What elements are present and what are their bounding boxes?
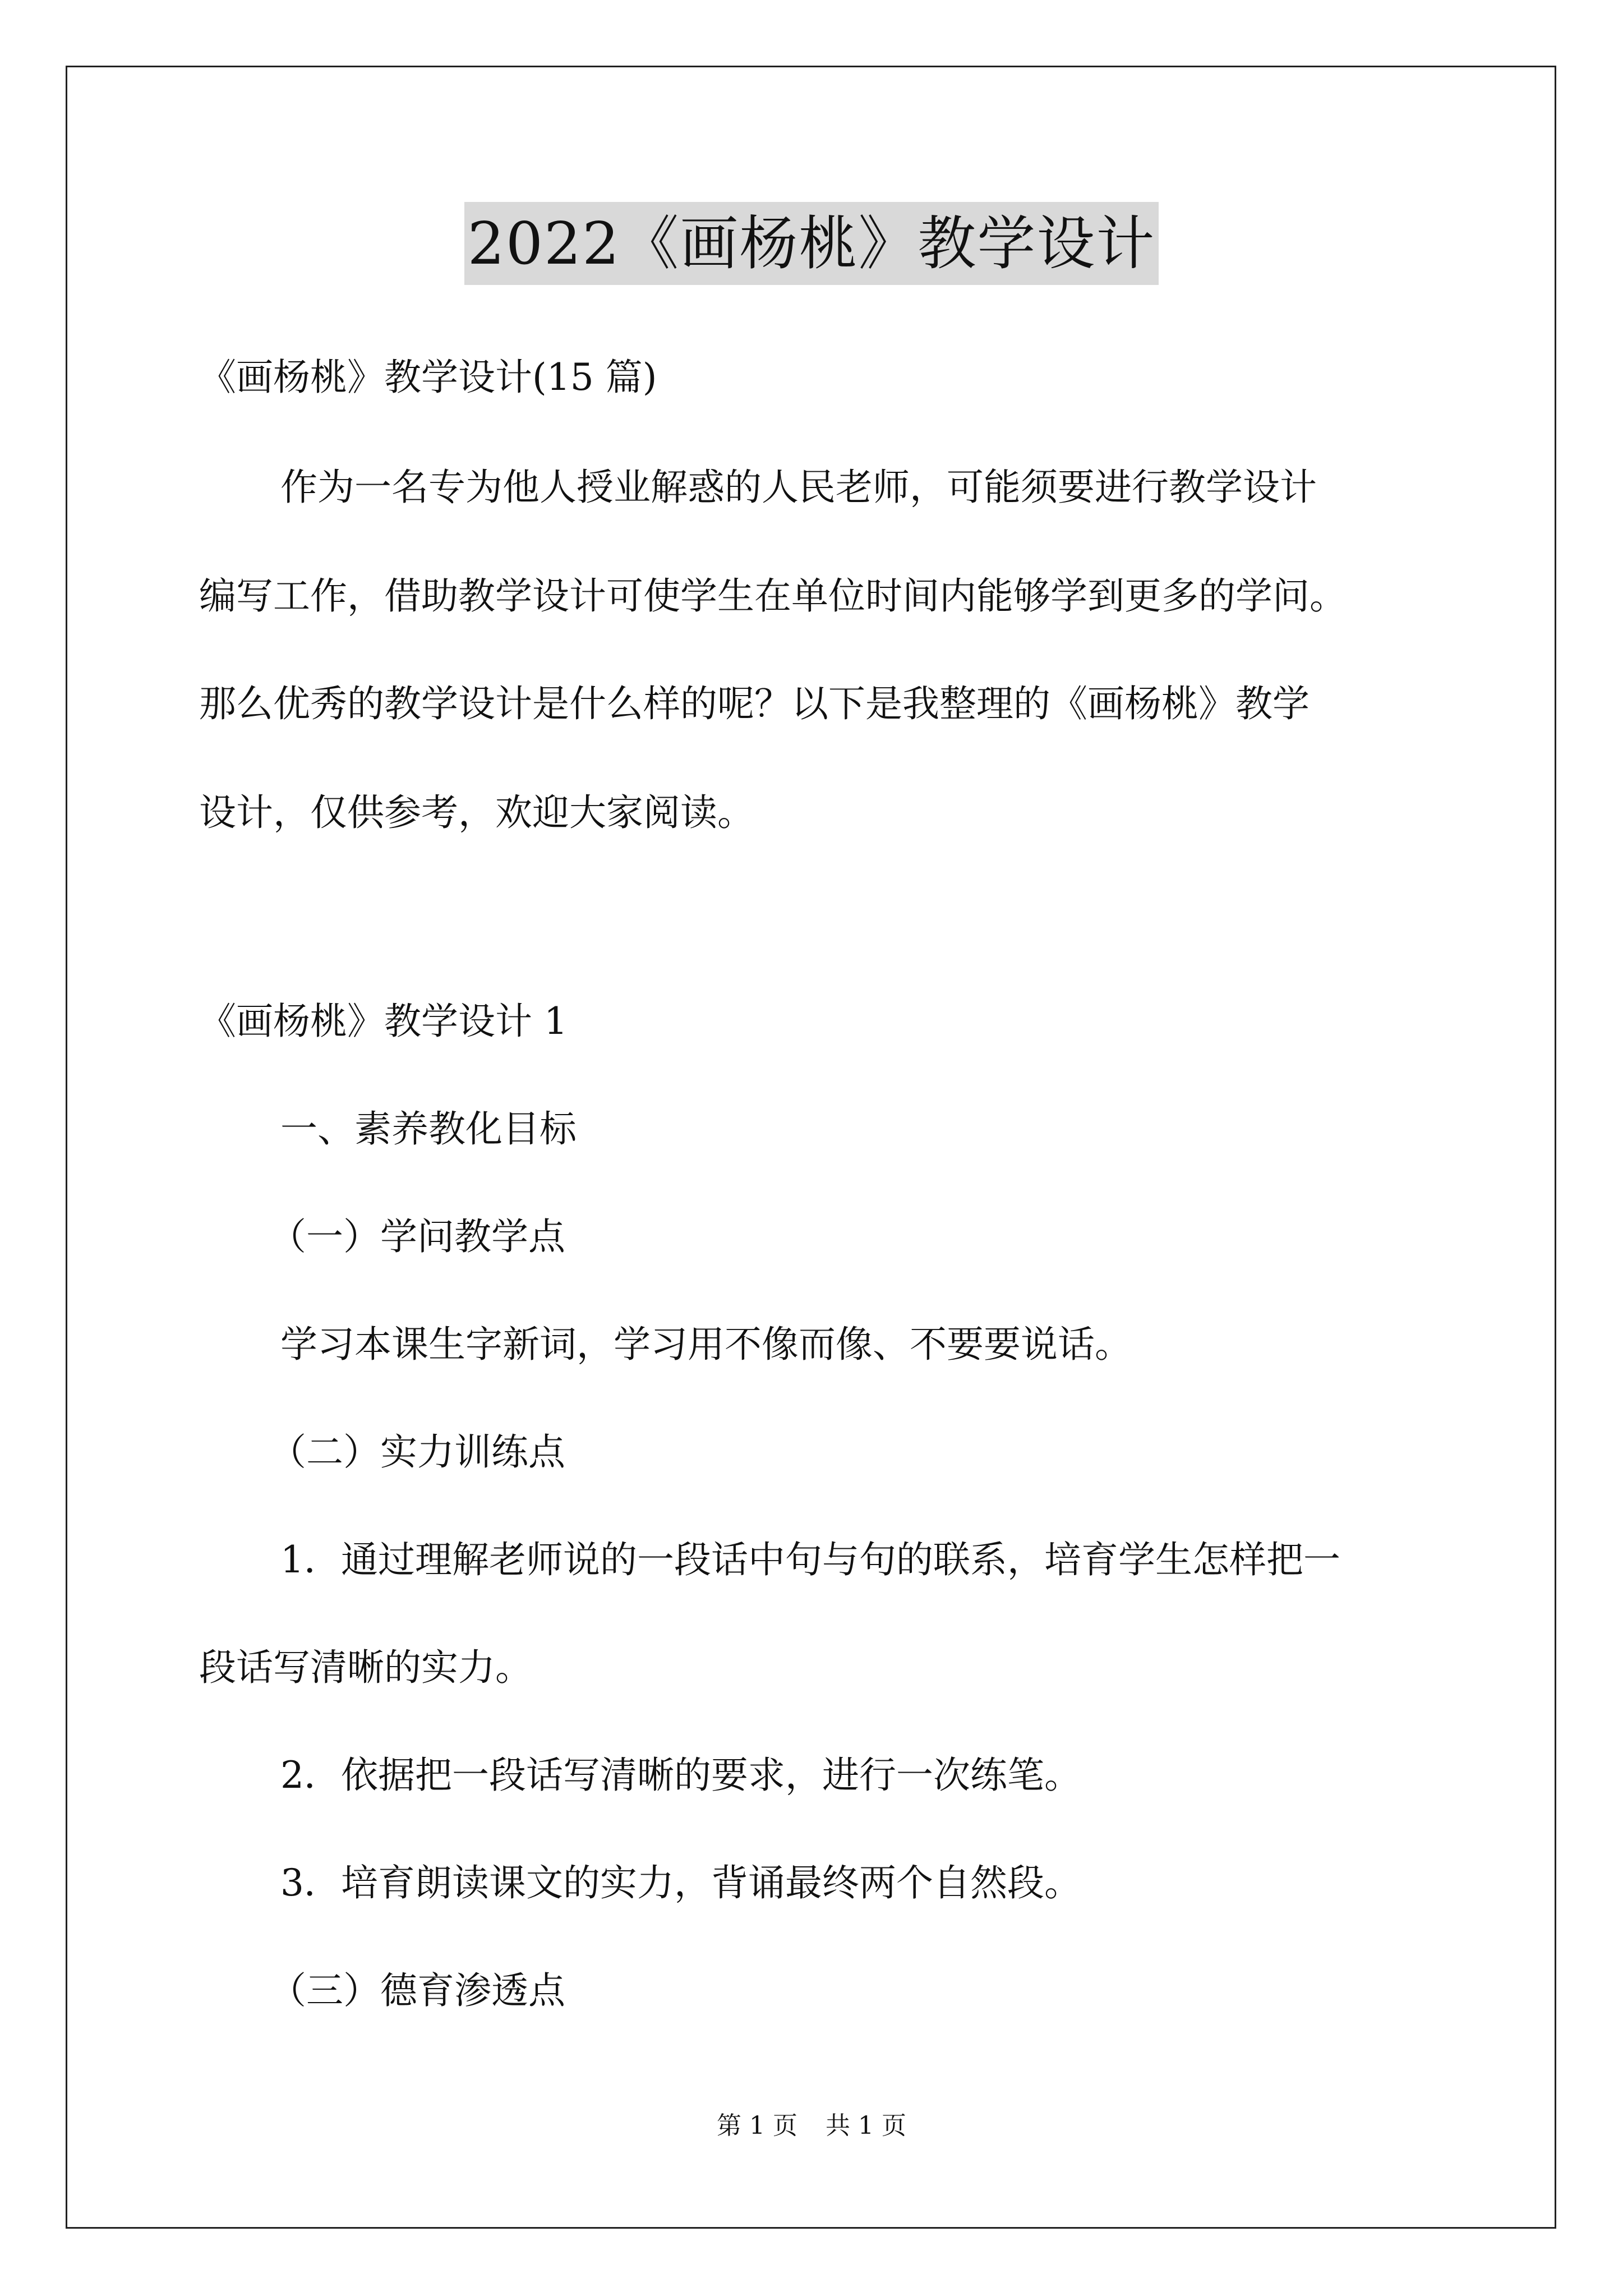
goals-heading: 一、素养教化目标 bbox=[280, 1107, 577, 1151]
intro-line-2: 编写工作，借助教学设计可使学生在单位时间内能够学到更多的学问。 bbox=[199, 574, 1347, 618]
section-heading: 《画杨桃》教学设计 1 bbox=[199, 1000, 568, 1043]
skill-1-line-2: 段话写清晰的实力。 bbox=[199, 1646, 532, 1689]
page-total: 共 1 页 bbox=[826, 2111, 906, 2140]
knowledge-heading: （一）学问教学点 bbox=[269, 1215, 565, 1258]
moral-heading: （三）德育渗透点 bbox=[269, 1969, 565, 2012]
title-container bbox=[0, 202, 1623, 285]
skill-2: 2．依据把一段话写清晰的要求，进行一次练笔。 bbox=[280, 1754, 1081, 1797]
skill-3: 3．培育朗读课文的实力，背诵最终两个自然段。 bbox=[280, 1861, 1081, 1904]
knowledge-text: 学习本课生字新词，学习用不像而像、不要要说话。 bbox=[280, 1323, 1132, 1366]
document-title: 2022《画杨桃》教学设计 bbox=[464, 202, 1159, 285]
skill-heading: （二）实力训练点 bbox=[269, 1430, 565, 1474]
document-subtitle: 《画杨桃》教学设计(15 篇) bbox=[199, 356, 657, 399]
intro-line-3: 那么优秀的教学设计是什么样的呢？以下是我整理的《画杨桃》教学 bbox=[199, 682, 1310, 725]
page-footer bbox=[0, 2109, 1623, 2143]
skill-1-line-1: 1．通过理解老师说的一段话中句与句的联系，培育学生怎样把一 bbox=[280, 1538, 1340, 1581]
intro-line-4: 设计，仅供参考，欢迎大家阅读。 bbox=[199, 791, 754, 834]
intro-line-1: 作为一名专为他人授业解惑的人民老师，可能须要进行教学设计 bbox=[280, 466, 1317, 509]
page-number: 第 1 页 bbox=[717, 2111, 797, 2140]
